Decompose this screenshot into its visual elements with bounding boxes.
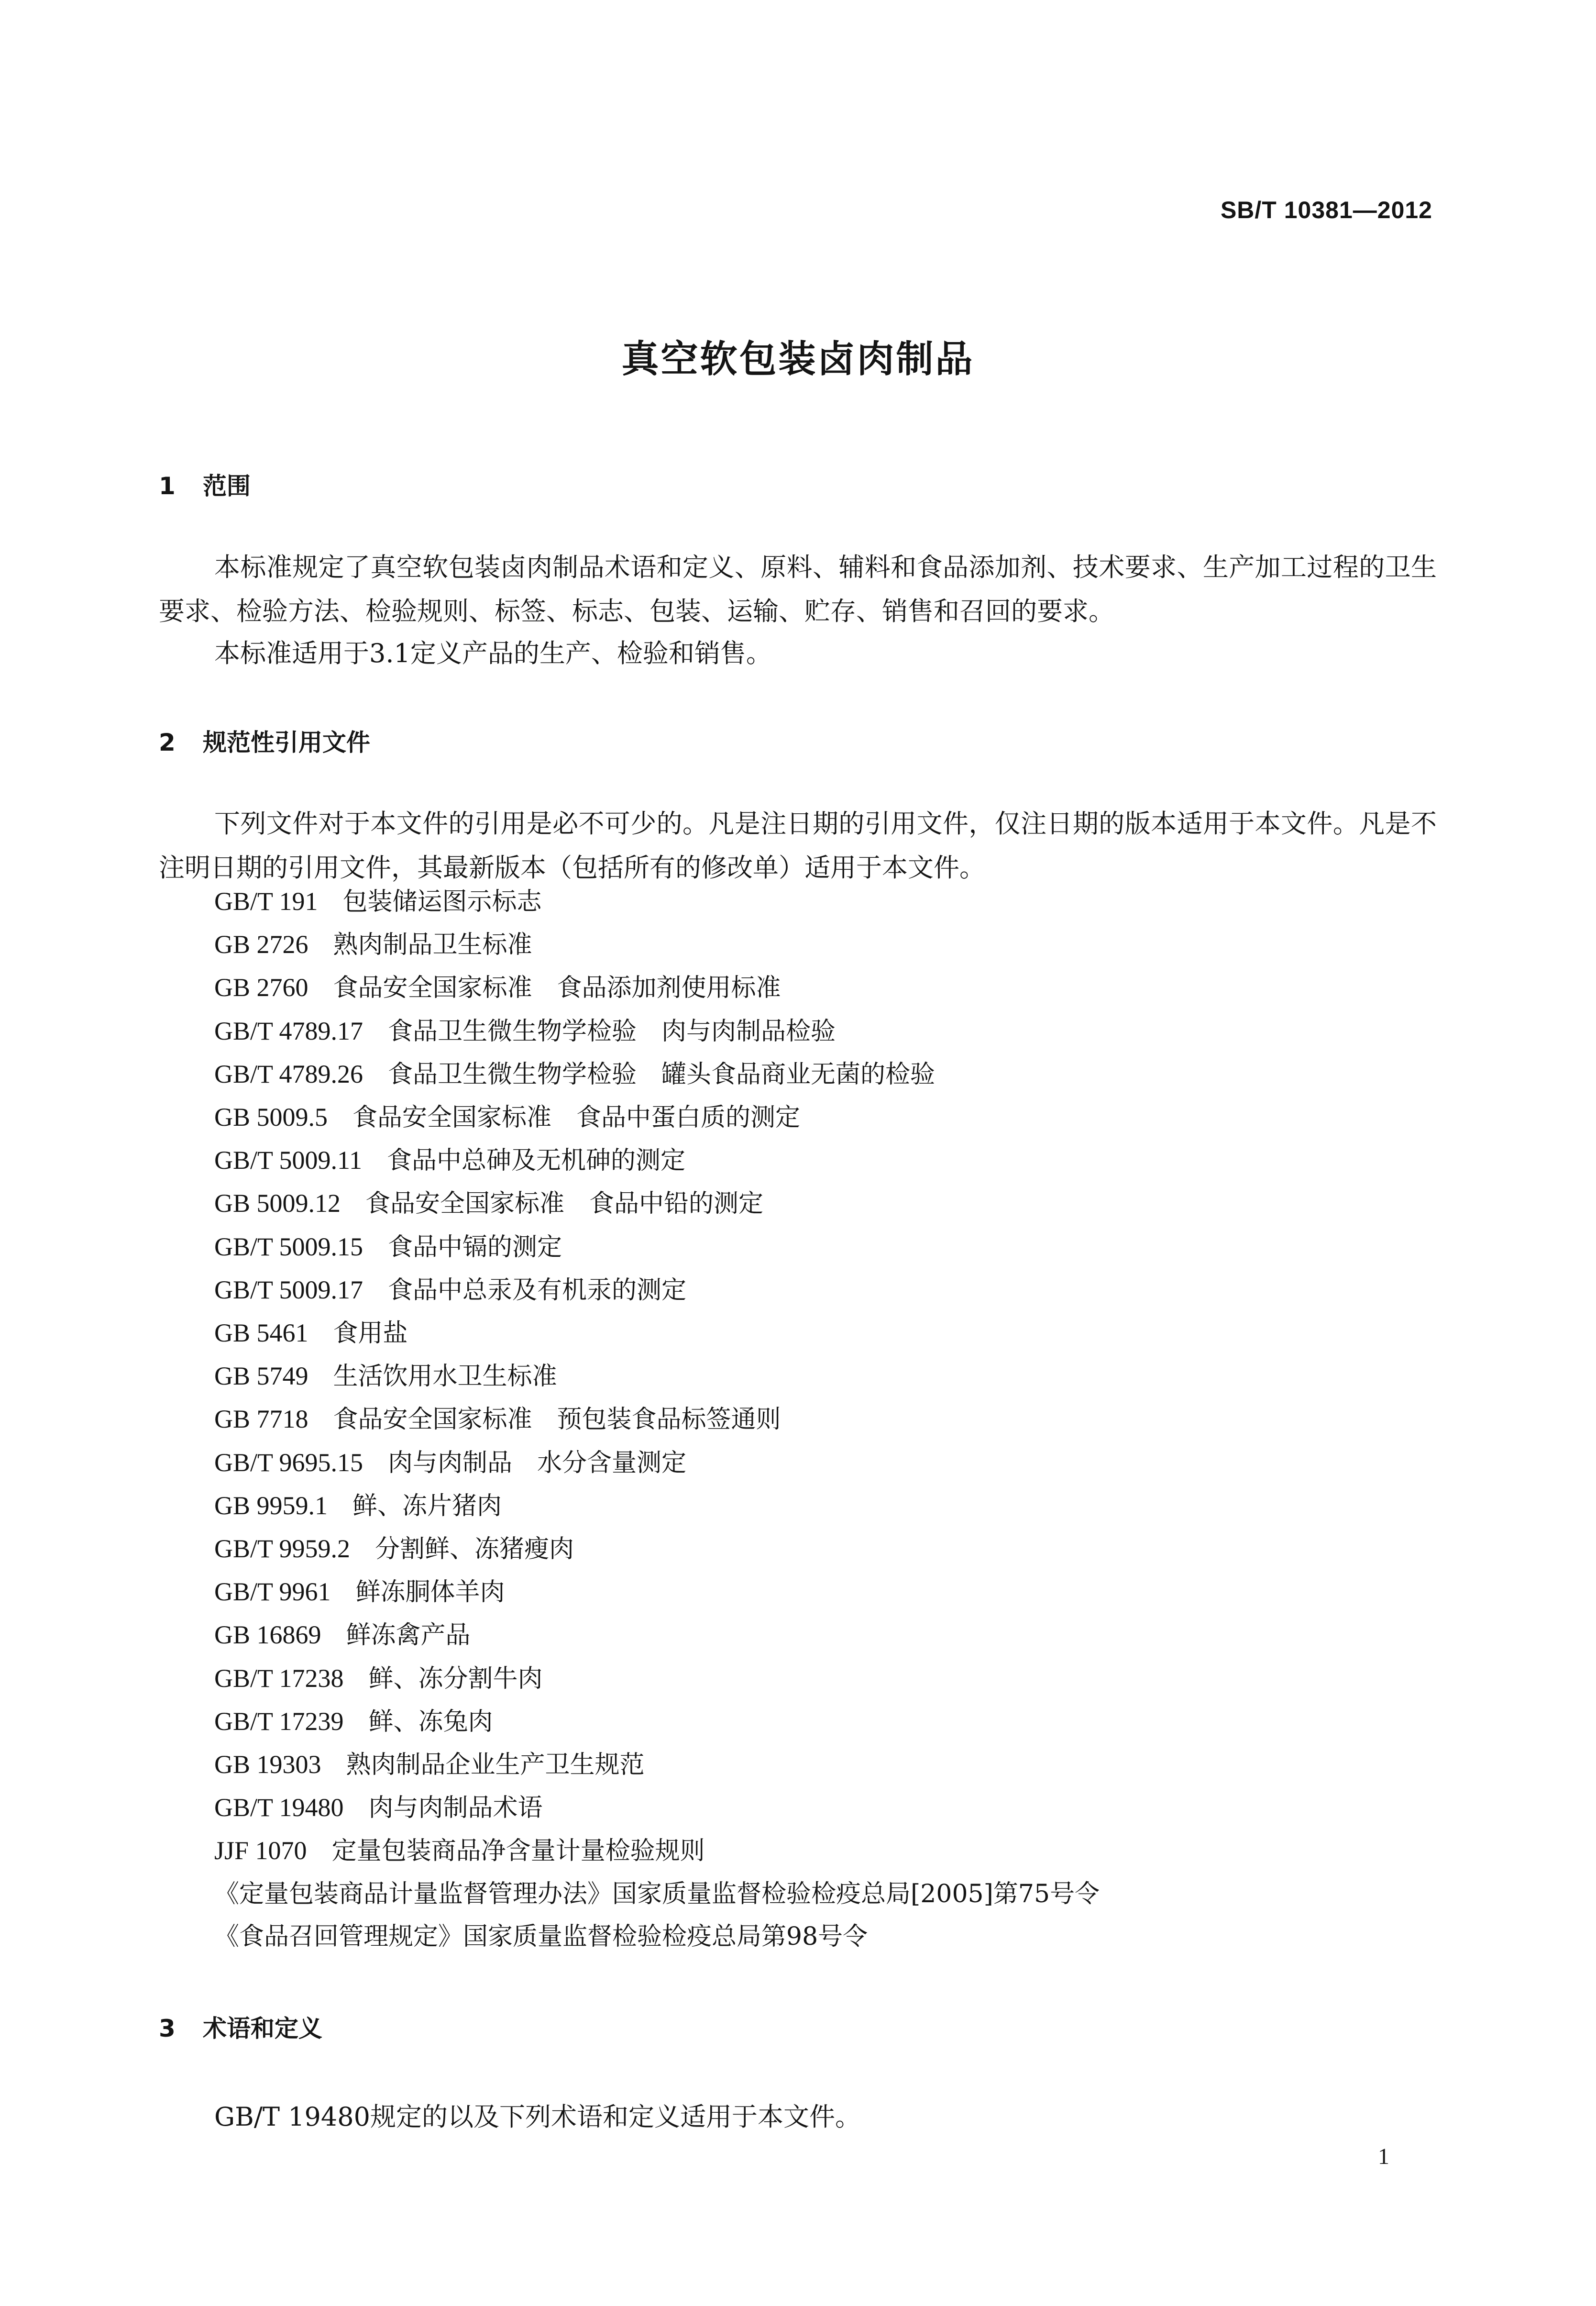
reference-item (214, 966, 1100, 1009)
reference-code: GB/T 5009.11 (214, 1146, 363, 1175)
reference-code: GB 5009.12 (214, 1189, 341, 1218)
reference-item (214, 1139, 1100, 1182)
reference-code: GB/T 5009.15 (214, 1232, 363, 1261)
reference-item (214, 1096, 1100, 1139)
reference-name: 肉与肉制品 水分含量测定 (388, 1448, 687, 1477)
normative-references-list (214, 880, 1100, 1958)
reference-name: 鲜冻胴体羊肉 (355, 1578, 505, 1607)
reference-code: GB 5009.5 (214, 1103, 328, 1132)
document-title: 真空软包装卤肉制品 (621, 338, 975, 381)
reference-name: 生活饮用水卫生标准 (333, 1362, 557, 1391)
reference-name: 食用盐 (333, 1319, 408, 1348)
reference-name: 定量包装商品净含量计量检验规则 (331, 1837, 705, 1866)
reference-code: GB/T 4789.17 (214, 1016, 363, 1045)
reference-name: 食品安全国家标准 食品中铅的测定 (365, 1189, 764, 1219)
section-title: 范围 (203, 472, 251, 500)
reference-code: GB 2726 (214, 930, 308, 959)
section-2-paragraph-1: 下列文件对于本文件的引用是必不可少的。凡是注日期的引用文件，仅注日期的版本适用于本文件。凡是不注明日期的引用文件，其最新版本（包括所有的修改单）适用于本文件。 (159, 809, 1437, 883)
reference-code: GB/T 19480 (214, 1793, 344, 1822)
reference-item (214, 1355, 1100, 1398)
reference-item (214, 1916, 1100, 1958)
reference-code: GB 5749 (214, 1362, 308, 1391)
page-number: 1 (1378, 2144, 1389, 2169)
reference-item (214, 1657, 1100, 1700)
section-3-paragraph-1: GB/T 19480规定的以及下列术语和定义适用于本文件。 (214, 2102, 861, 2132)
reference-item (214, 1398, 1100, 1441)
reference-name: 熟肉制品卫生标准 (333, 931, 532, 960)
reference-code: GB/T 9961 (214, 1577, 331, 1607)
reference-item (214, 1700, 1100, 1743)
reference-code: GB/T 191 (214, 887, 318, 916)
reference-item (214, 1571, 1100, 1614)
section-title: 术语和定义 (203, 2015, 322, 2042)
reference-name: 肉与肉制品术语 (368, 1794, 543, 1823)
reference-name: 食品卫生微生物学检验 罐头食品商业无菌的检验 (388, 1060, 936, 1089)
reference-name: 食品安全国家标准 食品中蛋白质的测定 (352, 1103, 801, 1132)
reference-item (214, 1873, 1100, 1916)
reference-name: 食品安全国家标准 预包装食品标签通则 (333, 1405, 781, 1434)
reference-name: 食品安全国家标准 食品添加剂使用标准 (333, 974, 781, 1003)
reference-code: JJF 1070 (214, 1836, 307, 1865)
reference-name: 食品中镉的测定 (388, 1232, 562, 1262)
reference-name: 《食品召回管理规定》国家质量监督检验检疫总局第98号令 (214, 1922, 868, 1951)
reference-code: GB/T 17238 (214, 1663, 344, 1693)
reference-code: GB 2760 (214, 973, 308, 1002)
section-3-heading (159, 2009, 322, 2044)
section-number: 2 (159, 729, 176, 756)
reference-code: GB/T 9959.2 (214, 1534, 351, 1563)
reference-name: 食品中总砷及无机砷的测定 (387, 1146, 686, 1175)
standard-code: SB/T 10381—2012 (1220, 197, 1432, 223)
reference-name: 分割鲜、冻猪瘦肉 (375, 1535, 574, 1564)
reference-code: GB/T 5009.17 (214, 1275, 363, 1304)
section-number: 1 (159, 472, 176, 500)
reference-name: 鲜、冻分割牛肉 (368, 1664, 543, 1693)
reference-item (214, 1182, 1100, 1225)
reference-item (214, 1614, 1100, 1657)
reference-item (214, 923, 1100, 966)
reference-name: 鲜冻禽产品 (346, 1621, 471, 1650)
reference-name: 熟肉制品企业生产卫生规范 (346, 1751, 645, 1780)
reference-item (214, 1829, 1100, 1873)
section-title: 规范性引用文件 (203, 729, 370, 756)
reference-code: GB 5461 (214, 1319, 308, 1348)
reference-name: 鲜、冻兔肉 (368, 1707, 493, 1736)
reference-code: GB 9959.1 (214, 1491, 328, 1520)
reference-name: 食品卫生微生物学检验 肉与肉制品检验 (388, 1017, 836, 1046)
reference-item (214, 1528, 1100, 1571)
section-number: 3 (159, 2015, 176, 2042)
reference-code: GB 16869 (214, 1620, 321, 1650)
section-1-paragraph-2: 本标准适用于3.1定义产品的生产、检验和销售。 (214, 638, 772, 668)
reference-code: GB 7718 (214, 1405, 308, 1434)
reference-name: 鲜、冻片猪肉 (352, 1491, 502, 1520)
reference-code: GB/T 17239 (214, 1707, 344, 1736)
reference-item (214, 1226, 1100, 1269)
reference-item (214, 1441, 1100, 1485)
section-1-heading (159, 467, 251, 501)
reference-name: 食品中总汞及有机汞的测定 (388, 1275, 687, 1305)
reference-item (214, 880, 1100, 923)
reference-item (214, 1786, 1100, 1829)
reference-item (214, 1485, 1100, 1528)
reference-item (214, 1312, 1100, 1355)
reference-code: GB 19303 (214, 1750, 321, 1779)
reference-name: 《定量包装商品计量监督管理办法》国家质量监督检验检疫总局[2005]第75号令 (214, 1879, 1100, 1908)
reference-item (214, 1010, 1100, 1053)
reference-item (214, 1743, 1100, 1786)
reference-code: GB/T 4789.26 (214, 1059, 363, 1088)
reference-item (214, 1053, 1100, 1096)
reference-item (214, 1269, 1100, 1312)
section-2-heading (159, 723, 370, 758)
section-1-paragraph-1: 本标准规定了真空软包装卤肉制品术语和定义、原料、辅料和食品添加剂、技术要求、生产加工过程的卫生要求、检验方法、检验规则、标签、标志、包装、运输、贮存、销售和召回的要求。 (159, 552, 1437, 626)
reference-code: GB/T 9695.15 (214, 1448, 363, 1477)
reference-name: 包装储运图示标志 (342, 887, 542, 916)
